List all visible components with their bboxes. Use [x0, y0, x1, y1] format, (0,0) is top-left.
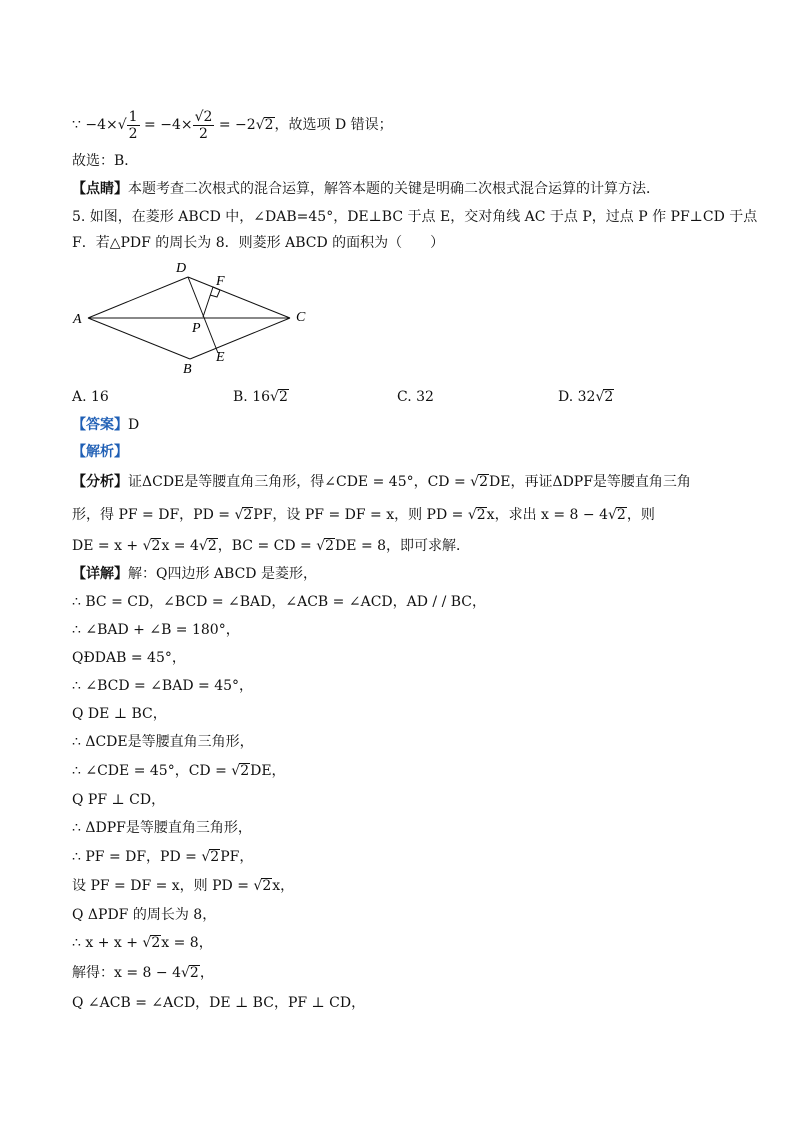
sqrt-radicand: 2	[264, 117, 274, 133]
detail-line-14: ∴ x + x + √2x = 8，	[72, 935, 213, 951]
option-d: D. 32√2	[558, 389, 614, 405]
expr-part: ∵ −4×	[72, 117, 118, 133]
sqrt-sign: √	[117, 117, 127, 133]
detail-line-5: ∴ ∠BCD = ∠BAD = 45°，	[72, 678, 254, 694]
expr-part: = −2	[214, 117, 256, 133]
detail-tag: 【详解】	[72, 566, 128, 582]
question-line-1: 5. 如图，在菱形 ABCD 中，∠DAB=45°，DE⊥BC 于点 E，交对角线 AC 于点 P，过点 P 作 PF⊥CD 于点	[72, 209, 758, 225]
rhombus-figure	[0, 255, 794, 395]
label-P: P	[192, 321, 201, 336]
fenxi-line-1: 【分析】证ΔCDE是等腰直角三角形，得∠CDE = 45°，CD = √2DE，再证ΔDPF是等腰直角三角	[72, 474, 691, 490]
fraction-root2-over-2: $\frac{√2}{2}$	[194, 108, 213, 142]
answer-line	[72, 416, 139, 434]
option-a: A. 16	[72, 389, 109, 405]
option-c: C. 32	[397, 389, 434, 405]
detail-line-8: ∴ ∠CDE = 45°，CD = √2DE，	[72, 763, 286, 779]
fenxi-tag: 【分析】	[72, 474, 128, 490]
label-C: C	[296, 310, 306, 325]
tip-line	[72, 180, 660, 198]
fraction-one-half: $\frac{1}{2}$	[128, 108, 138, 142]
question-line-2: F．若△PDF 的周长为 8．则菱形 ABCD 的面积为（ ）	[72, 235, 445, 251]
option-b: B. 16√2	[233, 389, 288, 405]
detail-line-10: ∴ ΔDPF是等腰直角三角形，	[72, 820, 252, 836]
detail-line-13: Q ΔPDF 的周长为 8，	[72, 907, 217, 923]
analysis-tag: 【解析】	[72, 444, 128, 460]
detail-line-16: Q ∠ACB = ∠ACD，DE ⊥ BC，PF ⊥ CD，	[72, 995, 366, 1011]
detail-line-1: 【详解】解：Q四边形 ABCD 是菱形，	[72, 566, 317, 582]
label-B: B	[183, 362, 192, 377]
detail-line-9: Q PF ⊥ CD，	[72, 792, 166, 808]
label-F: F	[216, 274, 225, 289]
detail-line-12: 设 PF = DF = x，则 PD = √2x，	[72, 878, 295, 894]
expr-part: ，故选项 D 错误；	[274, 117, 393, 133]
detail-line-2: ∴ BC = CD，∠BCD = ∠BAD，∠ACB = ∠ACD，AD / / BC，	[72, 594, 487, 610]
detail-line-4: QÐDAB = 45°，	[72, 650, 186, 666]
tip-tag: 【点睛】	[72, 181, 128, 197]
label-E: E	[216, 350, 225, 365]
answer-value: D	[128, 417, 140, 433]
answer-tag: 【答案】	[72, 417, 128, 433]
detail-line-11: ∴ PF = DF，PD = √2PF，	[72, 849, 254, 865]
expression-line: ∵ −4×√ $\frac{1}{2}$ = −4× $\frac{√2}{2}$ = −2√2，故选项 D 错误；	[72, 108, 393, 142]
detail-line-15: 解得：x = 8 − 4√2，	[72, 965, 214, 981]
tip-text: 本题考查二次根式的混合运算，解答本题的关键是明确二次根式混合运算的计算方法．	[128, 181, 660, 197]
fenxi-line-2: 形，得 PF = DF，PD = √2PF，设 PF = DF = x，则 PD = √2x，求出 x = 8 − 4√2，则	[72, 507, 655, 523]
detail-line-3: ∴ ∠BAD + ∠B = 180°，	[72, 622, 240, 638]
detail-line-6: Q DE ⊥ BC，	[72, 706, 167, 722]
expr-part: = −4×	[139, 117, 193, 133]
label-D: D	[176, 261, 187, 276]
choose-line: 故选：B．	[72, 153, 139, 169]
fenxi-line-3: DE = x + √2x = 4√2，BC = CD = √2DE = 8，即可求解．	[72, 538, 471, 554]
detail-line-7: ∴ ΔCDE是等腰直角三角形，	[72, 734, 254, 750]
label-A: A	[73, 312, 82, 327]
